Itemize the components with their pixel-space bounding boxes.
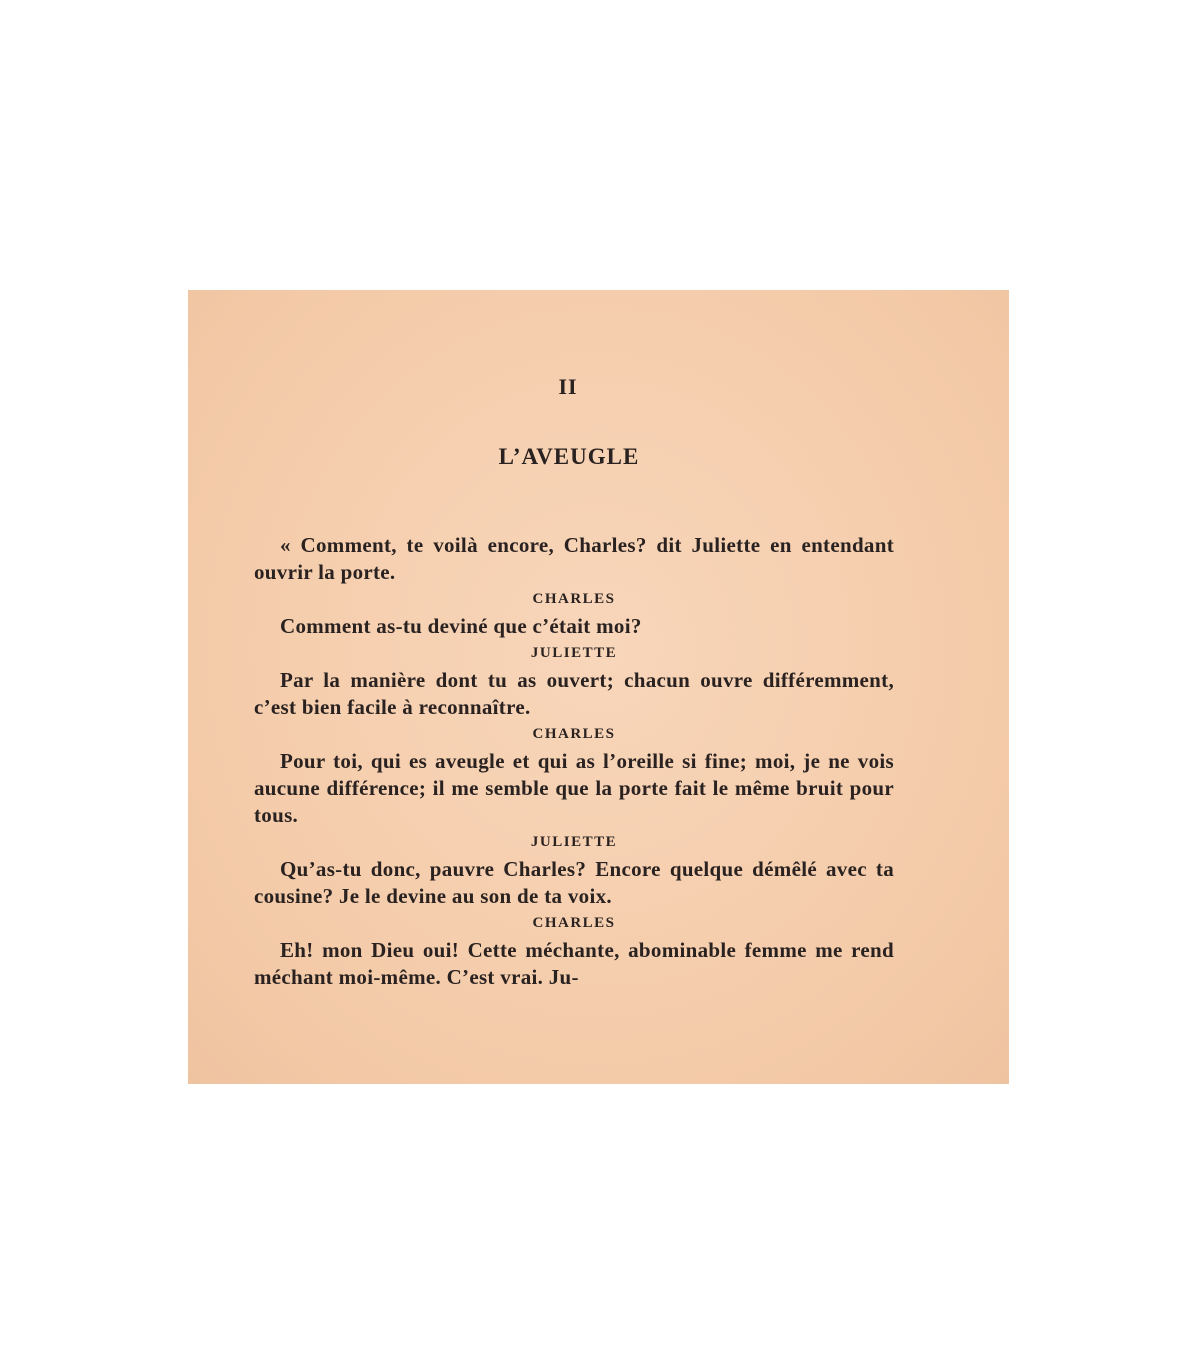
speaker-label: CHARLES	[532, 915, 616, 931]
paragraph: Eh! mon Dieu oui! Cette méchante, abominable femme me rend méchant moi-même. C’est vrai. Ju-	[254, 938, 894, 989]
paragraph: Pour toi, qui es aveugle et qui as l’oreille si fine; moi, je ne vois aucune différence; il me semble que la porte fait le même bruit pour tous.	[254, 749, 894, 827]
paragraph: « Comment, te voilà encore, Charles? dit Juliette en entendant ouvrir la porte.	[254, 533, 894, 584]
speaker-label: CHARLES	[532, 726, 616, 742]
chapter-title: L’AVEUGLE	[498, 444, 640, 469]
speaker-label: CHARLES	[532, 591, 616, 607]
paragraph: Par la manière dont tu as ouvert; chacun ouvre différemment, c’est bien facile à reconnaître.	[254, 668, 894, 719]
book-page	[188, 290, 1009, 1084]
dialogue-body	[254, 532, 894, 991]
paragraph: Comment as-tu deviné que c’était moi?	[280, 614, 642, 638]
paragraph: Qu’as-tu donc, pauvre Charles? Encore quelque démêlé avec ta cousine? Je le devine au son de ta voix.	[254, 857, 894, 908]
speaker-label: JULIETTE	[530, 645, 618, 661]
chapter-number: II	[558, 374, 578, 399]
speaker-label: JULIETTE	[530, 834, 618, 850]
